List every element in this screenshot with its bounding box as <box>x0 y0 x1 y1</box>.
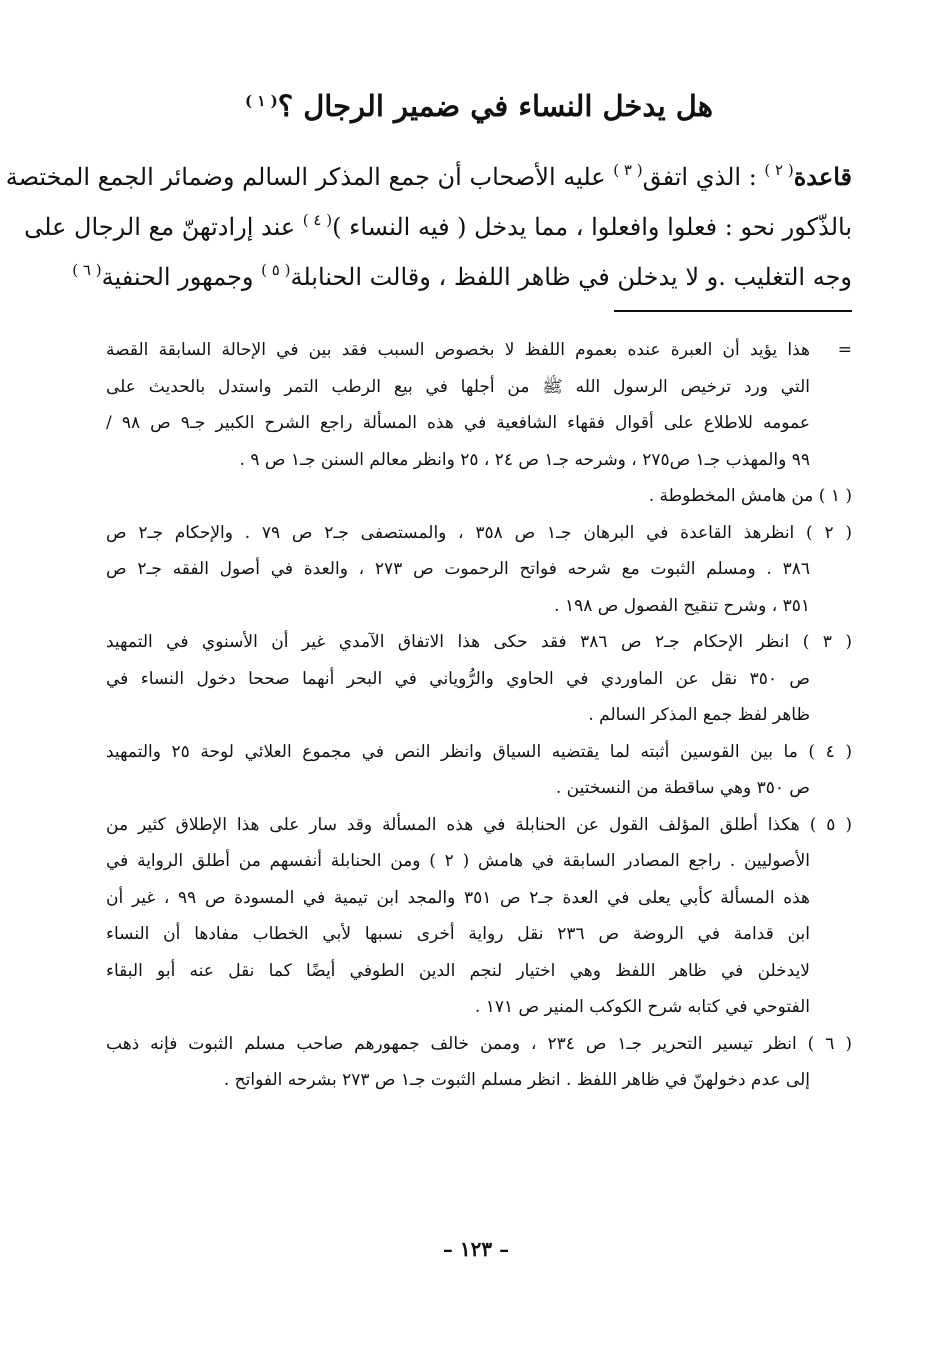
title-text: هل يدخل النساء في ضمير الرجال ؟ <box>277 89 714 123</box>
main-line: قاعدة$^{( ٢ )}$ : الذي اتفق$^{( ٣ )}$ عليه الأصحاب أن جمع المذكر السالم وضمائر الجمع المختصة <box>5 161 852 191</box>
footnote-ref: ( ٥ ) <box>261 261 291 279</box>
footnote-3: ( ٣ ) انظر الإحكام جـ٢ ص ٣٨٦ فقد حكى هذا الاتفاق الآمدي غير أن الأسنوي في التمهيد ص ٣٥٠ نقل عن الماوردي في الحاوي والرُّوياني في البحر أنهما صححا دخول النساء في ظاهر لفظ جمع المذكر السالم . <box>106 632 852 725</box>
page-title <box>106 78 852 134</box>
footnote-ref: ( ٢ ) <box>764 161 794 179</box>
main-line: وجه التغليب .و لا يدخلن في ظاهر اللفظ ، وقالت الحنابلة$^{( ٥ )}$ وجمهور الحنفية$^{( ٦ )}$ <box>72 261 852 291</box>
footnote-divider <box>614 310 852 312</box>
footnote-1: ( ١ ) من هامش المخطوطة . <box>648 486 852 506</box>
page-number: – ١٢٣ – <box>442 1237 510 1261</box>
footnotes <box>106 332 852 1099</box>
footnote-6: ( ٦ ) انظر تيسير التحرير جـ١ ص ٢٣٤ ، وممن خالف جمهورهم صاحب مسلم الثبوت فإنه ذهب إلى عدم دخولهنّ في ظاهر اللفظ . انظر مسلم الثبوت جـ١ ص ٢٧٣ بشرحه الفواتح . <box>106 1033 852 1090</box>
rule-label: قاعدة <box>793 162 852 191</box>
footnote-continuation: = هذا يؤيد أن العبرة عنده بعموم اللفظ لا بخصوص السبب فقد بين في الإحالة السابقة القصة التي ورد ترخيص الرسول الله ﷺ من أجلها في بيع الرطب التمر واستدل بالحديث على عمومه للاطلاع على أقوال فقهاء الشافعية في هذه المسألة راجع الشرح الكبير جـ٩ ص ٩٨ / ٩٩ والمهذب جـ١ ص٢٧٥ ، وشرحه جـ١ ص ٢٤ ، ٢٥ وانظر معالم السنن جـ١ ص ٩ . <box>106 332 852 478</box>
footnote-4: ( ٤ ) ما بين القوسين أثبته لما يقتضيه السياق وانظر النص في مجموع العلائي لوحة ٢٥ والتمهيد ص ٣٥٠ وهي ساقطة من النسختين . <box>106 741 852 798</box>
continuation-mark: = <box>837 340 852 360</box>
footnote-2: ( ٢ ) انظرهذ القاعدة في البرهان جـ١ ص ٣٥٨ ، والمستصفى جـ٢ ص ٧٩ . والإحكام جـ٢ ص ٣٨٦ . ومسلم الثبوت مع شرحه فواتح الرحموت ص ٢٧٣ ، والعدة في أصول الفقه جـ٢ ص ٣٥١ ، وشرح تنقيح الفصول ص ١٩٨ . <box>106 522 852 616</box>
main-line: بالذّكور نحو : فعلوا وافعلوا ، مما يدخل ( فيه النساء )$^{( ٤ )}$ عند إرادتهنّ مع الرجال على <box>24 211 852 241</box>
footnote-5: ( ٥ ) هكذا أطلق المؤلف القول عن الحنابلة في هذه المسألة وقد سار على هذا الإطلاق كثير من الأصوليين . راجع المصادر السابقة في هامش ( ٢ ) ومن الحنابلة أنفسهم من أطلق الرواية في هذه المسألة كأبي يعلى في العدة جـ٢ ص ٣٥١ والمجد ابن تيمية في المسودة ص ٩٩ ، غير أن ابن قدامة في الروضة ص ٢٣٦ نقل رواية أخرى نسبها لأبي الخطاب مفادها أن النساء لايدخلن في ظاهر اللفظ وهي اختيار لنجم الدين الطوفي أيضًا كما نقل عنه أبو البقاء الفتوحي في كتابه شرح الكوكب المنير ص ١٧١ . <box>106 814 852 1017</box>
main-text <box>5 152 852 302</box>
footnote-ref: ( ٣ ) <box>613 161 643 179</box>
footnote-ref: ( ٦ ) <box>72 261 102 279</box>
footnote-ref: ( ٤ ) <box>302 211 333 229</box>
footnote-ref: ( ١ ) <box>244 92 278 110</box>
